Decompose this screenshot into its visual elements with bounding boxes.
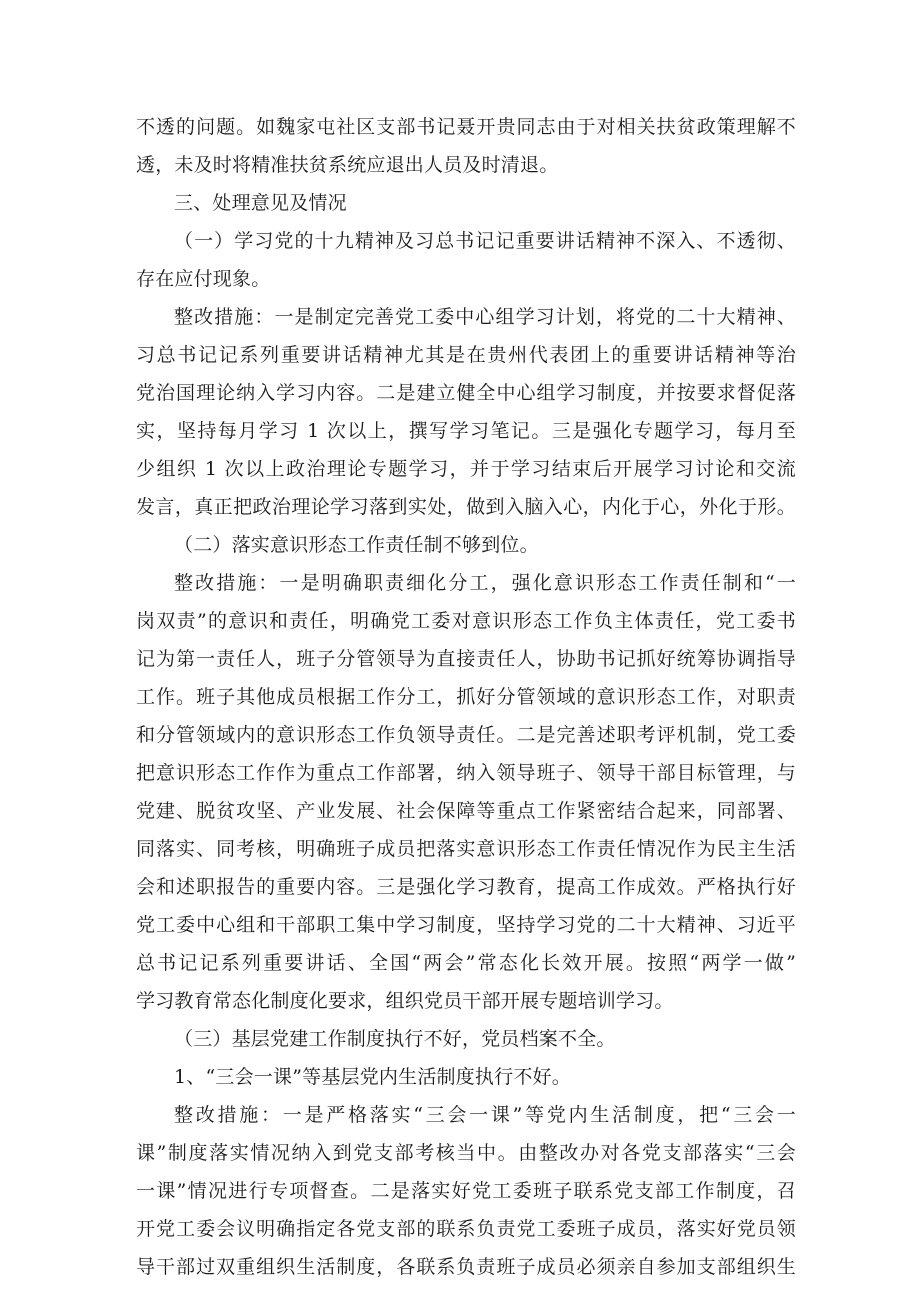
paragraph-line: 岗双责”的意识和责任，明确党工委对意识形态工作负主体责任，党工委书 [136, 610, 796, 632]
paragraph-line: 课”制度落实情况纳入到党支部考核当中。由整改办对各党支部落实“三会 [136, 1142, 796, 1164]
subsection-heading: （二）落实意识形态工作责任制不够到位。 [174, 534, 539, 556]
paragraph-line: 习总书记记系列重要讲话精神尤其是在贵州代表团上的重要讲话精神等治 [136, 344, 796, 366]
paragraph-line: 学习教育常态化制度化要求，组织党员干部开展专题培训学习。 [136, 990, 674, 1012]
paragraph-line: 存在应付现象。 [136, 268, 271, 290]
subsection-heading: 1、“三会一课”等基层党内生活制度执行不好。 [174, 1066, 571, 1088]
section-heading: 三、处理意见及情况 [174, 192, 347, 214]
paragraph-line: 和分管领域内的意识形态工作负领导责任。二是完善述职考评机制，党工委 [136, 724, 796, 746]
paragraph-line: 党工委中心组和干部职工集中学习制度，坚持学习党的二十大精神、习近平 [136, 914, 796, 936]
paragraph-line: 不透的问题。如魏家屯社区支部书记聂开贵同志由于对相关扶贫政策理解不 [136, 116, 796, 138]
paragraph-line: 一课”情况进行专项督查。二是落实好党工委班子联系党支部工作制度，召 [136, 1180, 796, 1202]
paragraph-line: 同落实、同考核，明确班子成员把落实意识形态工作责任情况作为民主生活 [136, 838, 796, 860]
subsection-heading: （三）基层党建工作制度执行不好，党员档案不全。 [174, 1028, 616, 1050]
paragraph-line: 党建、脱贫攻坚、产业发展、社会保障等重点工作紧密结合起来，同部署、 [136, 800, 796, 822]
paragraph-line: 导干部过双重组织生活制度，各联系负责班子成员必须亲自参加支部组织生 [136, 1256, 796, 1278]
paragraph-line: 整改措施：一是制定完善党工委中心组学习计划，将党的二十大精神、 [174, 306, 796, 328]
paragraph-line: 整改措施：一是严格落实“三会一课”等党内生活制度，把“三会一 [174, 1104, 796, 1126]
paragraph-line: 会和述职报告的重要内容。三是强化学习教育，提高工作成效。严格执行好 [136, 876, 796, 898]
subsection-heading: （一）学习党的十九精神及习总书记记重要讲话精神不深入、不透彻、 [174, 230, 796, 252]
paragraph-line: 党治国理论纳入学习内容。二是建立健全中心组学习制度，并按要求督促落 [136, 382, 796, 404]
paragraph-line: 开党工委会议明确指定各党支部的联系负责党工委班子成员，落实好党员领 [136, 1218, 796, 1240]
paragraph-line: 实，坚持每月学习 1 次以上，撰写学习笔记。三是强化专题学习，每月至 [136, 420, 796, 442]
paragraph-line: 整改措施：一是明确职责细化分工，强化意识形态工作责任制和“一 [174, 572, 796, 594]
paragraph-line: 把意识形态工作作为重点工作部署，纳入领导班子、领导干部目标管理，与 [136, 762, 796, 784]
paragraph-line: 发言，真正把政治理论学习落到实处，做到入脑入心，内化于心，外化于形。 [136, 496, 796, 518]
paragraph-line: 工作。班子其他成员根据工作分工，抓好分管领域的意识形态工作，对职责 [136, 686, 796, 708]
paragraph-line: 记为第一责任人，班子分管领导为直接责任人，协助书记抓好统筹协调指导 [136, 648, 796, 670]
paragraph-line: 少组织 1 次以上政治理论专题学习，并于学习结束后开展学习讨论和交流 [136, 458, 796, 480]
paragraph-line: 总书记记系列重要讲话、全国“两会”常态化长效开展。按照“两学一做” [136, 952, 796, 974]
paragraph-line: 透，未及时将精准扶贫系统应退出人员及时清退。 [136, 154, 559, 176]
